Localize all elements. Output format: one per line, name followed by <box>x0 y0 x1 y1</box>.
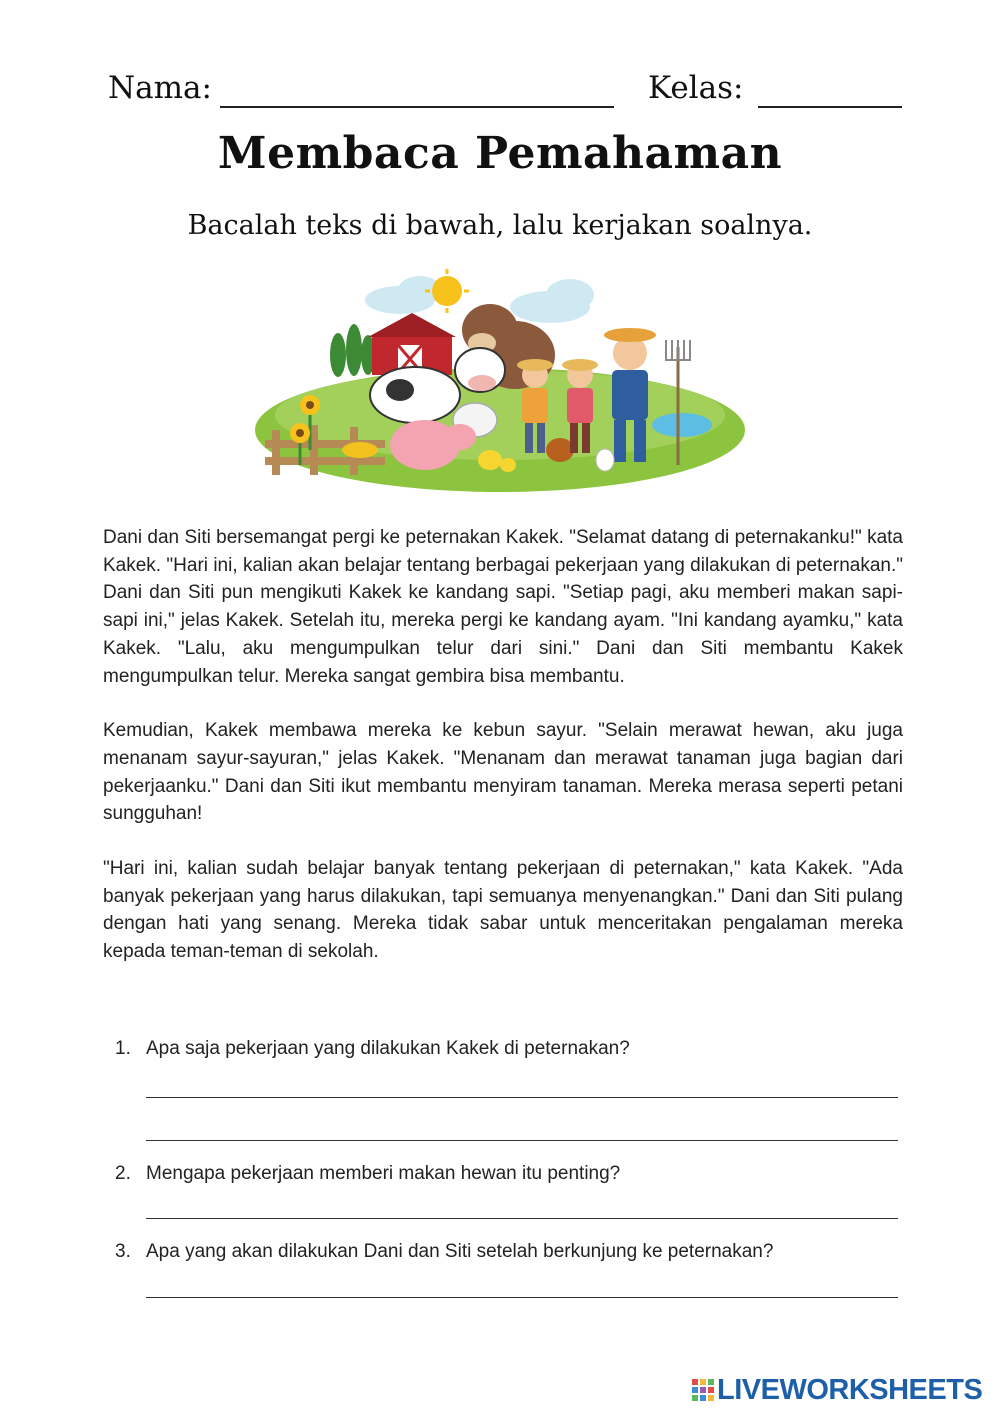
answer-line[interactable] <box>146 1097 898 1098</box>
instructions: Bacalah teks di bawah, lalu kerjakan soalnya. <box>187 210 813 241</box>
question-number: 1. <box>115 1038 131 1059</box>
paragraph: Dani dan Siti bersemangat pergi ke peternakan Kakek. "Selamat datang di peternakanku!" kata Kakek. "Hari ini, kalian akan belajar tentang berbagai pekerjaan yang dilakukan di peternakan." Dani dan Siti pun mengikuti Kakek ke kandang sapi. "Setiap pagi, aku memberi makan sapi-sapi ini," jelas Kakek. Setelah itu, mereka pergi ke kandang ayam. "Ini kandang ayamku," kata Kakek. "Lalu, aku mengumpulkan telur dari sini." Dani dan Siti membantu Kakek mengumpulkan telur. Mereka sangat gembira bisa membantu. <box>103 527 903 687</box>
liveworksheets-logo-icon <box>692 1379 714 1401</box>
question-number: 3. <box>115 1241 131 1262</box>
student-info-row <box>108 70 902 114</box>
class-label: Kelas: <box>648 70 744 106</box>
farm-scene-icon <box>250 265 750 505</box>
name-field[interactable] <box>220 106 614 108</box>
question-text: Mengapa pekerjaan memberi makan hewan itu penting? <box>146 1163 621 1184</box>
paragraph: Kemudian, Kakek membawa mereka ke kebun sayur. "Selain merawat hewan, aku juga menanam sayur-sayuran," jelas Kakek. "Menanam dan merawat tanaman juga bagian dari pekerjaanku." Dani dan Siti ikut membantu menyiram tanaman. Mereka merasa seperti petani sungguhan! <box>103 720 903 825</box>
paragraph: "Hari ini, kalian sudah belajar banyak tentang pekerjaan di peternakan," kata Kakek. "Ada banyak pekerjaan yang harus dilakukan, tapi semuanya menyenangkan." Dani dan Siti pulang dengan hati yang senang. Mereka tidak sabar untuk menceritakan pengalaman mereka kepada teman-teman di sekolah. <box>103 858 903 963</box>
question-number: 2. <box>115 1163 131 1184</box>
brand-text: LIVEWORKSHEETS <box>717 1373 983 1406</box>
answer-line[interactable] <box>146 1218 898 1219</box>
answer-line[interactable] <box>146 1297 898 1298</box>
reading-passage <box>103 524 903 993</box>
question-text: Apa saja pekerjaan yang dilakukan Kakek di peternakan? <box>146 1038 630 1059</box>
name-label: Nama: <box>108 70 212 106</box>
liveworksheets-brand <box>692 1375 982 1405</box>
class-field[interactable] <box>758 106 902 108</box>
question-text: Apa yang akan dilakukan Dani dan Siti setelah berkunjung ke peternakan? <box>146 1241 774 1262</box>
answer-line[interactable] <box>146 1140 898 1141</box>
page-title: Membaca Pemahaman <box>217 128 783 179</box>
